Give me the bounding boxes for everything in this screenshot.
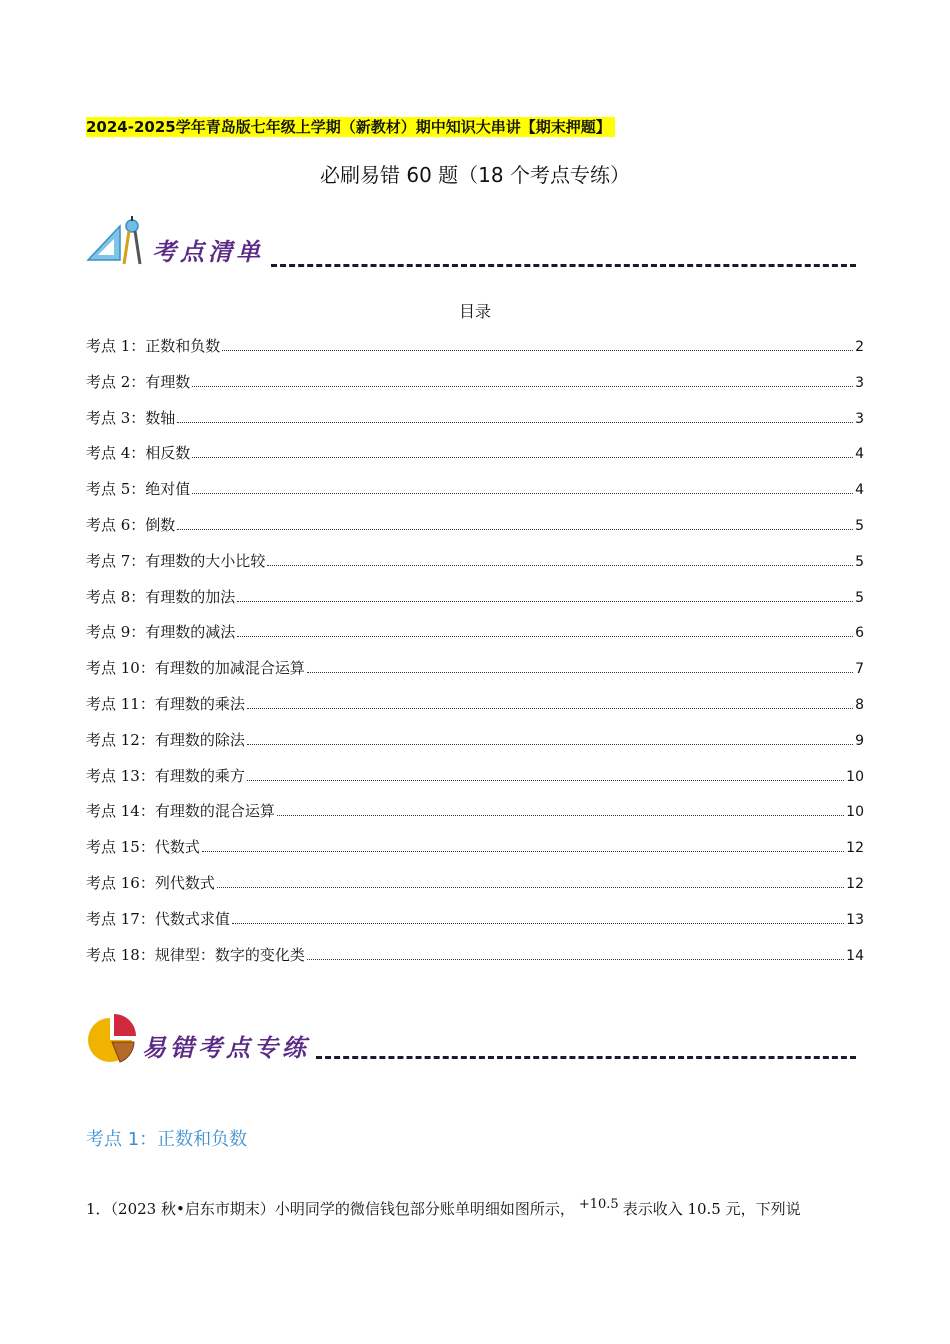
toc-entry-page: 5 [855,589,864,606]
toc-entry-label: 考点 4：相反数 [86,444,191,463]
toc-entry[interactable] [86,801,864,837]
toc-entry-label: 考点 10：有理数的加减混合运算 [86,659,305,678]
toc-entry[interactable] [86,658,864,694]
toc-entry-page: 7 [855,661,864,678]
toc-entry-page: 13 [846,911,864,928]
toc-leader-dots [192,493,853,494]
toc-leader-dots [177,529,853,530]
toc-entry-label: 考点 2：有理数 [86,372,191,391]
toc-entry-page: 10 [846,804,864,821]
toc-entry-label: 考点 15：代数式 [86,838,200,857]
toc-entry-page: 3 [855,374,864,391]
toc-entry-page: 9 [855,732,864,749]
toc-entry-page: 6 [855,625,864,642]
toc-entry-label: 考点 9：有理数的减法 [86,623,236,642]
toc-entry-page: 5 [855,553,864,570]
toc-leader-dots [202,851,844,852]
toc-leader-dots [277,815,844,816]
toc-entry-label: 考点 1：正数和负数 [86,337,221,355]
toc-title: 目录 [458,302,491,321]
toc-leader-dots [307,959,844,960]
toc-entry-label: 考点 3：数轴 [86,408,176,427]
document-subtitle: 必刷易错 60 题（18 个考点专练） [320,163,630,187]
toc-entry[interactable] [86,587,864,623]
toc-entry-label: 考点 7：有理数的大小比较 [86,551,266,570]
toc-entry-page: 14 [846,947,864,964]
question-1 [86,1194,866,1220]
toc-entry-page: 2 [855,339,864,355]
toc-entry[interactable] [86,837,864,873]
toc-entry[interactable] [86,909,864,945]
section-title-list: 考点清单 [152,237,264,266]
toc-leader-dots [222,350,853,351]
table-of-contents [86,336,864,980]
toc-leader-dots [237,636,853,637]
toc-leader-dots [192,457,853,458]
toc-entry[interactable] [86,372,864,408]
pie-chart-icon [86,1012,142,1068]
toc-entry-page: 12 [846,840,864,857]
toc-entry-label: 考点 17：代数式求值 [86,909,230,928]
toc-entry-label: 考点 8：有理数的加法 [86,587,236,606]
toc-leader-dots [267,565,853,566]
toc-entry[interactable] [86,945,864,981]
question-1-prefix: 1．（2023 秋•启东市期末）小明同学的微信钱包部分账单明细如图所示， [86,1200,575,1218]
toc-entry-label: 考点 5：绝对值 [86,480,191,499]
toc-entry[interactable] [86,622,864,658]
question-1-math: +10.5 [578,1197,619,1212]
toc-leader-dots [217,887,844,888]
section-divider [271,264,856,267]
toc-leader-dots [232,923,844,924]
toc-entry-label: 考点 12：有理数的除法 [86,730,245,749]
toc-entry-page: 4 [855,446,864,463]
toc-entry[interactable] [86,766,864,802]
document-banner: 2024-2025学年青岛版七年级上学期（新教材）期中知识大串讲【期末押题】 [86,117,615,137]
ruler-compass-icon [86,212,148,268]
toc-entry-label: 考点 14：有理数的混合运算 [86,802,275,821]
kp1-heading: 考点 1：正数和负数 [86,1129,248,1150]
toc-leader-dots [247,744,853,745]
toc-entry-label: 考点 11：有理数的乘法 [86,694,245,713]
question-1-suffix: 表示收入 10.5 元，下列说 [622,1200,801,1218]
toc-leader-dots [247,708,853,709]
toc-entry-page: 12 [846,875,864,892]
toc-leader-dots [307,672,853,673]
toc-entry-page: 10 [846,768,864,785]
toc-entry-label: 考点 16：列代数式 [86,873,215,892]
toc-entry-label: 考点 18：规律型：数字的变化类 [86,945,305,964]
toc-leader-dots [177,422,853,423]
toc-entry[interactable] [86,515,864,551]
toc-entry-label: 考点 13：有理数的乘方 [86,766,245,785]
section-title-practice: 易错考点专练 [142,1033,310,1062]
toc-leader-dots [247,780,844,781]
toc-entry[interactable] [86,479,864,515]
section-header-list [86,212,856,272]
toc-entry[interactable] [86,694,864,730]
toc-entry-page: 4 [855,482,864,499]
toc-leader-dots [192,386,853,387]
toc-entry[interactable] [86,873,864,909]
section-header-practice [86,1012,856,1072]
toc-entry[interactable] [86,551,864,587]
toc-entry-page: 5 [855,517,864,534]
section-divider [316,1056,856,1059]
toc-entry[interactable] [86,730,864,766]
toc-entry-page: 8 [855,696,864,713]
toc-entry[interactable] [86,336,864,372]
toc-entry[interactable] [86,443,864,479]
toc-entry[interactable] [86,408,864,444]
toc-entry-page: 3 [855,410,864,427]
toc-entry-label: 考点 6：倒数 [86,515,176,534]
toc-leader-dots [237,601,853,602]
